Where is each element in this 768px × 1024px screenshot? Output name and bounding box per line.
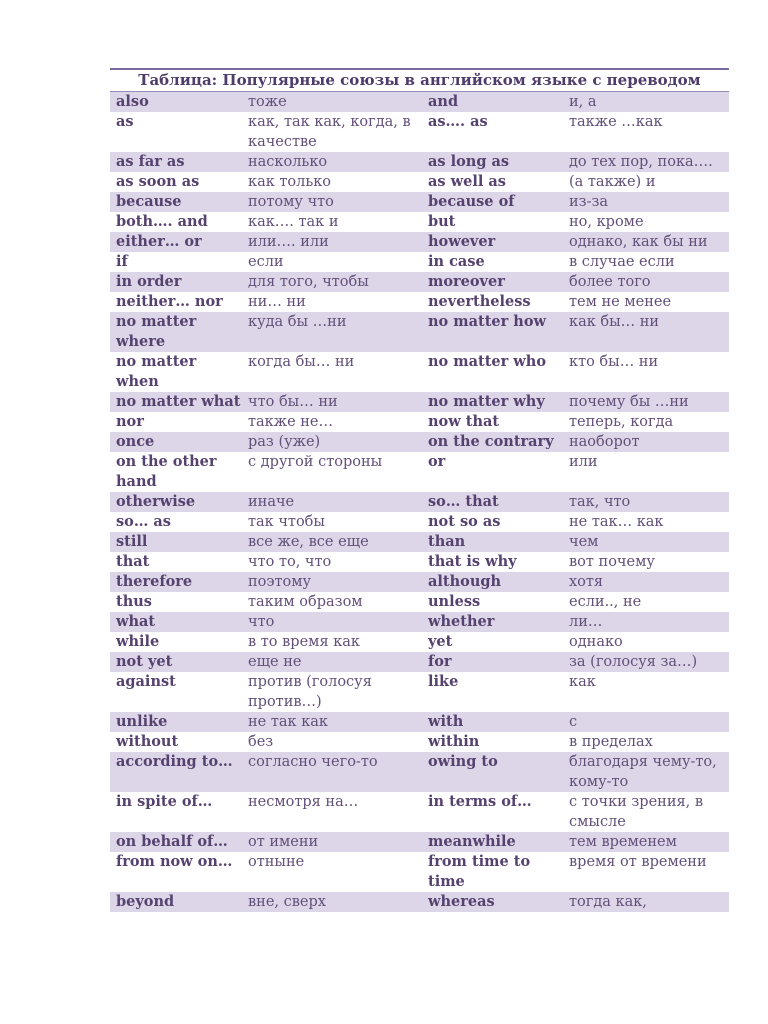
russian-translation-right: в случае если (569, 254, 675, 270)
russian-translation-left: все же, все еще (242, 532, 422, 552)
russian-translation-left: как…. так и (248, 214, 339, 230)
english-conjunction-right: yet (428, 633, 453, 650)
russian-translation-right: тем не менее (569, 294, 672, 310)
russian-translation-right: или (569, 454, 598, 470)
english-conjunction-left: as far as (110, 152, 242, 172)
table-row (110, 572, 729, 592)
english-conjunction-left: if (116, 253, 128, 270)
russian-translation-right: вот почему (569, 554, 655, 570)
english-conjunction-left: both…. and (116, 213, 208, 230)
russian-translation-left: с другой стороны (248, 454, 383, 470)
russian-translation-left: для того, чтобы (242, 272, 422, 292)
english-conjunction-right: however (422, 232, 563, 252)
english-conjunction-right: within (428, 733, 480, 750)
english-conjunction-left: in order (110, 272, 242, 292)
table-row (110, 192, 729, 212)
english-conjunction-left: that (116, 553, 150, 570)
russian-translation-left: если (248, 254, 284, 270)
russian-translation-right: наоборот (563, 432, 729, 452)
table-row (110, 292, 729, 312)
conjunctions-table (110, 92, 729, 912)
russian-translation-left: вне, сверх (242, 892, 422, 912)
english-conjunction-right: no matter why (422, 392, 563, 412)
english-conjunction-left: therefore (110, 572, 242, 592)
conjunctions-document (110, 68, 729, 912)
russian-translation-right: с точки зрения, в смысле (569, 794, 704, 830)
table-row (110, 532, 729, 552)
table-row (110, 852, 729, 892)
table-row (110, 152, 729, 172)
russian-translation-left: куда бы …ни (242, 312, 422, 352)
english-conjunction-left: in spite of… (116, 793, 213, 810)
table-row (110, 432, 729, 452)
russian-translation-left: против (голосуя против…) (248, 674, 372, 710)
russian-translation-right: благодаря чему-то, кому-то (563, 752, 729, 792)
table-row (110, 612, 729, 632)
table-row (110, 412, 729, 432)
english-conjunction-right: now that (428, 413, 500, 430)
english-conjunction-left: on behalf of… (110, 832, 242, 852)
english-conjunction-left: neither… nor (116, 293, 223, 310)
russian-translation-left: иначе (242, 492, 422, 512)
russian-translation-right: почему бы …ни (563, 392, 729, 412)
english-conjunction-right: no matter how (422, 312, 563, 352)
english-conjunction-left: on the other hand (116, 453, 217, 490)
russian-translation-left: раз (уже) (242, 432, 422, 452)
english-conjunction-left: as soon as (116, 173, 200, 190)
russian-translation-left: отныне (248, 854, 305, 870)
english-conjunction-right: from time to time (428, 853, 531, 890)
table-row (110, 632, 729, 652)
english-conjunction-right: not so as (428, 513, 501, 530)
table-row (110, 512, 729, 532)
english-conjunction-right: on the contrary (422, 432, 563, 452)
english-conjunction-left: what (110, 612, 242, 632)
table-row (110, 792, 729, 832)
english-conjunction-left: also (110, 92, 242, 112)
russian-translation-right: и, а (563, 92, 729, 112)
english-conjunction-right: as…. as (428, 113, 488, 130)
russian-translation-right: с (563, 712, 729, 732)
english-conjunction-right: with (422, 712, 563, 732)
table-row (110, 592, 729, 612)
english-conjunction-left: from now on… (116, 853, 233, 870)
russian-translation-right: но, кроме (569, 214, 644, 230)
english-conjunction-left: no matter what (110, 392, 242, 412)
russian-translation-right: чем (563, 532, 729, 552)
russian-translation-left: таким образом (248, 594, 363, 610)
table-row (110, 752, 729, 792)
english-conjunction-right: but (428, 213, 456, 230)
russian-translation-right: за (голосуя за…) (563, 652, 729, 672)
russian-translation-right: как бы… ни (563, 312, 729, 352)
table-row (110, 312, 729, 352)
russian-translation-right: однако, как бы ни (563, 232, 729, 252)
english-conjunction-right: as well as (428, 173, 506, 190)
russian-translation-left: в то время как (248, 634, 360, 650)
english-conjunction-right: whether (422, 612, 563, 632)
english-conjunction-right: for (422, 652, 563, 672)
russian-translation-right: однако (569, 634, 623, 650)
english-conjunction-right: moreover (422, 272, 563, 292)
russian-translation-right: до тех пор, пока…. (563, 152, 729, 172)
english-conjunction-right: owing to (422, 752, 563, 792)
english-conjunction-left: unlike (110, 712, 242, 732)
english-conjunction-right: in terms of… (428, 793, 532, 810)
english-conjunction-right: because of (422, 192, 563, 212)
english-conjunction-left: once (110, 432, 242, 452)
russian-translation-left: так чтобы (248, 514, 325, 530)
russian-translation-right: более того (563, 272, 729, 292)
english-conjunction-right: although (422, 572, 563, 592)
english-conjunction-right: whereas (422, 892, 563, 912)
russian-translation-left: или…. или (242, 232, 422, 252)
english-conjunction-right: that is why (428, 553, 517, 570)
russian-translation-right: в пределах (569, 734, 653, 750)
table-row (110, 552, 729, 572)
russian-translation-left: потому что (242, 192, 422, 212)
table-row (110, 392, 729, 412)
english-conjunction-right: so… that (422, 492, 563, 512)
english-conjunction-left: nor (116, 413, 144, 430)
table-row (110, 712, 729, 732)
russian-translation-left: также не… (248, 414, 334, 430)
english-conjunction-left: still (110, 532, 242, 552)
english-conjunction-left: so… as (116, 513, 171, 530)
russian-translation-left: насколько (242, 152, 422, 172)
english-conjunction-right: no matter who (428, 353, 547, 370)
table-row (110, 832, 729, 852)
english-conjunction-right: nevertheless (428, 293, 531, 310)
english-conjunction-right: like (428, 673, 459, 690)
russian-translation-right: как (569, 674, 596, 690)
english-conjunction-left: otherwise (110, 492, 242, 512)
russian-translation-left: несмотря на… (248, 794, 359, 810)
table-row (110, 112, 729, 152)
russian-translation-right: (а также) и (569, 174, 656, 190)
english-conjunction-left: without (116, 733, 179, 750)
table-row (110, 892, 729, 912)
english-conjunction-left: either… or (110, 232, 242, 252)
russian-translation-left: согласно чего-то (242, 752, 422, 792)
english-conjunction-left: not yet (110, 652, 242, 672)
english-conjunction-right: in case (428, 253, 485, 270)
russian-translation-left: еще не (242, 652, 422, 672)
english-conjunction-right: unless (428, 593, 481, 610)
table-row (110, 252, 729, 272)
russian-translation-left: как, так как, когда, в качестве (248, 114, 411, 150)
table-row (110, 172, 729, 192)
russian-translation-left: тоже (242, 92, 422, 112)
english-conjunction-left: thus (116, 593, 152, 610)
english-conjunction-right: than (422, 532, 563, 552)
russian-translation-left: когда бы… ни (248, 354, 355, 370)
english-conjunction-right: meanwhile (422, 832, 563, 852)
russian-translation-left: не так как (242, 712, 422, 732)
russian-translation-right: если.., не (569, 594, 642, 610)
russian-translation-left: поэтому (242, 572, 422, 592)
table-row (110, 452, 729, 492)
english-conjunction-left: according to… (110, 752, 242, 792)
russian-translation-right: время от времени (569, 854, 707, 870)
russian-translation-right: ли… (563, 612, 729, 632)
english-conjunction-left: beyond (110, 892, 242, 912)
english-conjunction-right: as long as (422, 152, 563, 172)
russian-translation-left: что бы… ни (242, 392, 422, 412)
table-row (110, 492, 729, 512)
table-row (110, 352, 729, 392)
russian-translation-right: теперь, когда (569, 414, 674, 430)
russian-translation-right: тем временем (563, 832, 729, 852)
table-row (110, 672, 729, 712)
table-body (110, 92, 729, 912)
russian-translation-right: также …как (569, 114, 663, 130)
russian-translation-left: ни… ни (248, 294, 306, 310)
english-conjunction-left: no matter where (110, 312, 242, 352)
table-row (110, 272, 729, 292)
russian-translation-left: что то, что (248, 554, 332, 570)
russian-translation-left: без (248, 734, 274, 750)
russian-translation-right: хотя (563, 572, 729, 592)
russian-translation-left: как только (248, 174, 332, 190)
russian-translation-right: кто бы… ни (569, 354, 659, 370)
table-title: Таблица: Популярные союзы в английском языке с переводом (110, 68, 729, 92)
english-conjunction-right: and (422, 92, 563, 112)
english-conjunction-left: as (116, 113, 134, 130)
russian-translation-right: так, что (563, 492, 729, 512)
table-row (110, 652, 729, 672)
english-conjunction-left: against (116, 673, 176, 690)
english-conjunction-left: while (116, 633, 160, 650)
english-conjunction-left: no matter when (116, 353, 197, 390)
russian-translation-right: тогда как, (563, 892, 729, 912)
table-row (110, 732, 729, 752)
table-row (110, 92, 729, 112)
russian-translation-right: из-за (563, 192, 729, 212)
table-row (110, 212, 729, 232)
english-conjunction-right: or (428, 453, 446, 470)
table-row (110, 232, 729, 252)
english-conjunction-left: because (110, 192, 242, 212)
russian-translation-left: что (242, 612, 422, 632)
russian-translation-left: от имени (242, 832, 422, 852)
russian-translation-right: не так… как (569, 514, 664, 530)
